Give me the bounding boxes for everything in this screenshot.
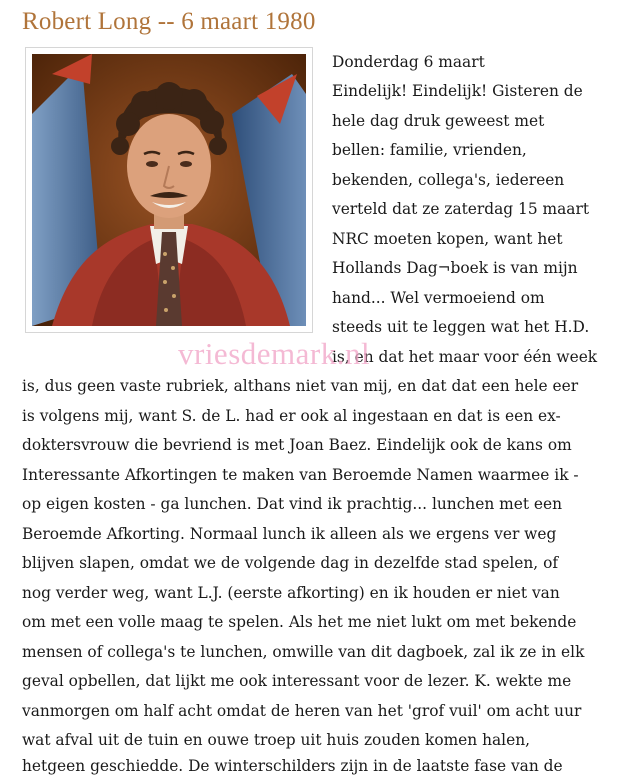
text-line: op eigen kosten - ga lunchen. Dat vind ik prachtig... lunchen met een <box>22 495 563 513</box>
text-line: Hollands Dag¬boek is van mijn <box>332 259 578 277</box>
text-line: bekenden, collega's, iedereen <box>332 171 565 189</box>
watermark: vriesdemark.nl <box>178 336 371 371</box>
text-line: NRC moeten kopen, want het <box>332 230 563 248</box>
photo-frame <box>25 47 313 333</box>
text-line: hetgeen geschiedde. De winterschilders zijn in de laatste fase van de <box>22 757 563 775</box>
text-line: vanmorgen om half acht omdat de heren van het 'grof vuil' om acht uur <box>22 702 582 720</box>
text-line: verteld dat ze zaterdag 15 maart <box>332 200 590 218</box>
portrait-photo <box>32 54 306 326</box>
text-line: Donderdag 6 maart <box>332 53 485 71</box>
article-title: Robert Long -- 6 maart 1980 <box>22 8 316 35</box>
text-line: Eindelijk! Eindelijk! Gisteren de <box>332 82 583 100</box>
text-line: wat afval uit de tuin en ouwe troep uit huis zouden komen halen, <box>22 731 531 749</box>
text-line: geval opbellen, dat lijkt me ook interessant voor de lezer. K. wekte me <box>22 672 572 690</box>
text-line: is, en dat het maar voor één week <box>332 348 598 366</box>
text-line: nog verder weg, want L.J. (eerste afkorting) en ik houden er niet van <box>22 584 560 602</box>
text-line: Interessante Afkortingen te maken van Beroemde Namen waarmee ik - <box>22 466 579 484</box>
text-line: steeds uit te leggen wat het H.D. <box>332 318 590 336</box>
text-line: hand... Wel vermoeiend om <box>332 289 545 307</box>
text-line: is volgens mij, want S. de L. had er ook al ingestaan en dat is een ex- <box>22 407 561 425</box>
text-line: hele dag druk geweest met <box>332 112 545 130</box>
text-line: om met een volle maag te spelen. Als het me niet lukt om met bekende <box>22 613 577 631</box>
text-line: bellen: familie, vrienden, <box>332 141 527 159</box>
text-line: Beroemde Afkorting. Normaal lunch ik alleen als we ergens ver weg <box>22 525 557 543</box>
text-line: blijven slapen, omdat we de volgende dag in dezelfde stad spelen, of <box>22 554 559 572</box>
text-line: doktersvrouw die bevriend is met Joan Baez. Eindelijk ook de kans om <box>22 436 572 454</box>
text-line: is, dus geen vaste rubriek, althans niet van mij, en dat dat een hele eer <box>22 377 579 395</box>
text-line: mensen of collega's te lunchen, omwille van dit dagboek, zal ik ze in elk <box>22 643 585 661</box>
